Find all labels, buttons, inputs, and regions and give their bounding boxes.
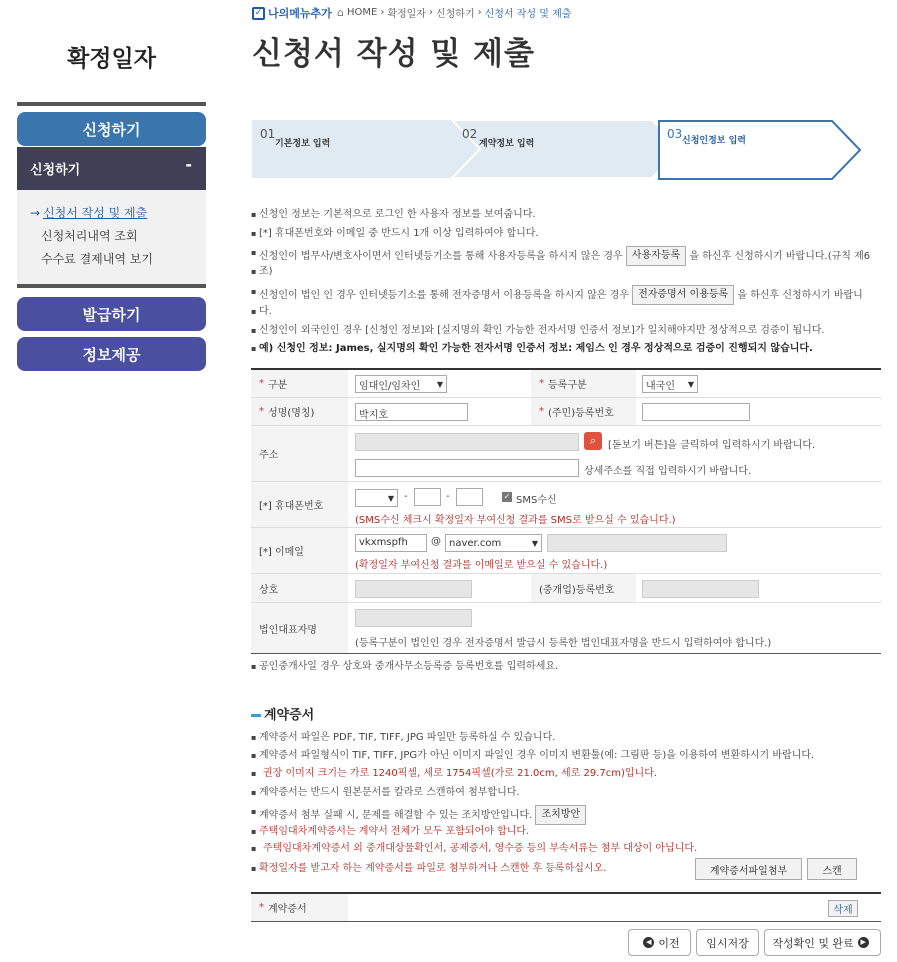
sidebar-item-write[interactable]: → 신청서 작성 및 제출 — [30, 206, 148, 220]
form-row — [251, 426, 881, 482]
chevron-down-icon: ▼ — [387, 493, 394, 503]
sidebar-menu — [17, 190, 206, 288]
submit-button[interactable]: 작성확인 및 완료 ▶ — [764, 929, 881, 956]
contract-note-3: ▪ 계약증서는 반드시 원본문서를 칼라로 스캔하여 첨부합니다. — [251, 786, 881, 800]
division-label: * 구분 — [251, 370, 348, 397]
delete-button[interactable]: 삭제 — [828, 900, 858, 917]
resident-label: * (주민)등록번호 — [531, 398, 636, 425]
sidebar-title: 확정일자 — [67, 45, 156, 72]
breadcrumb-home[interactable]: HOME — [346, 7, 378, 18]
sidebar-divider — [17, 102, 206, 106]
step-indicator — [252, 120, 864, 182]
corp-rep-label: 법인대표자명 — [251, 603, 348, 653]
chevron-right-icon: ▶ — [858, 937, 869, 948]
dash: - — [446, 491, 450, 502]
corp-rep-note: (등록구분이 법인인 경우 전자증명서 발급시 등록한 법인대표자명을 반드시 입력하여야 합니다.) — [355, 638, 772, 649]
form-row — [251, 482, 881, 528]
phone-prefix-select[interactable] — [355, 489, 398, 507]
address-detail-input[interactable] — [355, 459, 579, 477]
reg-type-select[interactable]: 내국인 ▼ — [642, 375, 698, 393]
contract-note-6: ▪ 확정일자를 받고자 하는 계약증서를 파일로 첨부하거나 스캔한 후 등록하십시오. — [251, 862, 881, 876]
email-note: (확정일자 부여신청 결과를 이메일로 받으실 수 있습니다.) — [355, 560, 608, 571]
trade-input[interactable] — [355, 580, 472, 598]
note-4-cont: ▪ 다. — [251, 305, 881, 319]
note-5-example: ▪ 예) 신청인 정보: James, 실지명의 확인 가능한 전자서명 인증서 정보: 제임스 인 경우 정상적으로 검증이 진행되지 않습니다. — [251, 342, 881, 356]
chevron-down-icon: ▼ — [531, 538, 538, 548]
trade-label: 상호 — [251, 574, 348, 602]
chevron-down-icon: ▼ — [687, 379, 694, 389]
step-3-label: 신청인정보 입력 — [682, 136, 746, 146]
address-detail-hint: 상세주소를 직접 입력하시기 바랍니다. — [584, 466, 752, 477]
note-4: ▪ 신청인이 법인 인 경우 인터넷등기소를 통해 전자증명서 이용등록을 하시지 않은 경우 전자증명서 이용등록 을 하신후 신청하시기 바랍니 — [251, 285, 881, 305]
sidebar-info-button[interactable]: 정보제공 — [17, 337, 206, 371]
attach-file-button[interactable]: 계약증서파일첨부 — [695, 858, 802, 880]
phone-last-input[interactable] — [456, 488, 483, 506]
note-2: ▪ [*] 휴대폰번호와 이메일 중 반드시 1개 이상 입력하여야 합니다. — [251, 227, 881, 241]
sidebar-apply-button[interactable]: 신청하기 — [17, 112, 206, 146]
address-label: 주소 — [251, 426, 348, 481]
user-register-button[interactable]: 사용자등록 — [626, 246, 686, 266]
contract-note-5: ▪ 주택임대차계약증서는 계약서 전체가 모두 포함되어야 합니다. — [251, 825, 881, 839]
note-1: ▪ 신청인 정보는 기본적으로 로그인 한 사용자 정보를 보여줍니다. — [251, 208, 881, 222]
sidebar-item-fees[interactable]: 수수료 결제내역 보기 — [41, 252, 153, 266]
form-row — [251, 528, 881, 574]
reg-type-label: * 등록구분 — [531, 370, 636, 397]
step-1-label: 기본정보 입력 — [275, 139, 331, 149]
form-row — [251, 574, 881, 603]
form-row — [251, 370, 881, 398]
step-2-shape — [452, 120, 683, 178]
email-at: @ — [431, 536, 441, 547]
name-label: * 성명(명칭) — [251, 398, 348, 425]
submenu-title: 신청하기 — [30, 163, 81, 178]
scan-button[interactable]: 스캔 — [807, 858, 857, 880]
broker-label: (중개업)등록번호 — [531, 574, 636, 602]
sidebar-submenu-header[interactable] — [17, 147, 206, 190]
check-icon: ✓ — [252, 7, 265, 20]
page-title: 신청서 작성 및 제출 — [252, 36, 535, 72]
form-row — [251, 603, 881, 654]
step-3-shape — [659, 121, 860, 179]
breadcrumb-current: 신청서 작성 및 제출 — [484, 9, 572, 20]
contract-note-2-red: ▪ 권장 이미지 크기는 가로 1240픽셀, 세로 1754픽셀(가로 21.0cm, 세로 29.7cm)입니다. — [251, 767, 881, 781]
contract-note-4: ▪ 계약증서 첨부 실패 시, 문제를 해결할 수 있는 조치방안입니다. 조치방안 — [251, 805, 881, 825]
email-domain-select[interactable]: naver.com ▼ — [445, 534, 542, 552]
corp-rep-input[interactable] — [355, 609, 472, 627]
form-row — [251, 398, 881, 426]
chevron-left-icon: ◀ — [643, 937, 654, 948]
step-1-shape — [252, 120, 480, 178]
contract-section-title: 계약증서 — [251, 704, 314, 723]
chevron-down-icon: ▼ — [436, 379, 443, 389]
step-3-num: 03 — [667, 127, 683, 141]
sms-checkbox[interactable]: ✓ — [503, 492, 511, 501]
sidebar-item-history[interactable]: 신청처리내역 조회 — [41, 229, 138, 243]
contract-file-row — [251, 892, 881, 922]
email-domain-input[interactable] — [547, 534, 727, 552]
name-input[interactable]: 박지호 — [355, 403, 468, 421]
phone-mid-input[interactable] — [414, 488, 441, 506]
temp-save-button[interactable]: 임시저장 — [696, 929, 759, 956]
resident-number-input[interactable] — [642, 403, 750, 421]
breadcrumb-item[interactable]: 확정일자 — [387, 9, 426, 20]
contract-note-1: ▪ 계약증서 파일은 PDF, TIF, TIFF, JPG 파일만 등록하실 수 있습니다. — [251, 731, 881, 745]
division-select[interactable]: 임대인/임차인 ▼ — [355, 375, 447, 393]
phone-label: [*] 휴대폰번호 — [251, 482, 348, 527]
step-2-label: 계약정보 입력 — [479, 139, 535, 149]
email-id-input[interactable]: vkxmspfh — [355, 534, 427, 552]
dash: - — [404, 491, 408, 502]
note-5: ▪ 신청인이 외국인인 경우 [신청인 정보]와 [실지명의 확인 가능한 전자서명 인증서 정보]가 일치해야지만 정상적으로 검증이 됩니다. — [251, 324, 881, 338]
address-hint: [돋보기 버튼]을 클릭하여 입력하시기 바랍니다. — [608, 440, 816, 451]
step-1-num: 01 — [260, 127, 276, 141]
breadcrumb: ⌂ HOME › 확정일자 › 신청하기 › 신청서 작성 및 제출 — [337, 6, 572, 20]
arrow-right-icon: → — [30, 206, 41, 220]
note-3: ▪ 신청인이 법무사/변호사이면서 인터넷등기소를 통해 사용자등록을 하시지 않은 경우 사용자등록 을 하신후 신청하시기 바랍니다.(규칙 제6 — [251, 246, 881, 266]
address-input[interactable] — [355, 433, 579, 451]
remedy-button[interactable]: 조치방안 — [535, 805, 586, 825]
step-2-num: 02 — [462, 127, 478, 141]
cert-register-button[interactable]: 전자증명서 이용등록 — [632, 285, 734, 305]
title-bar-icon — [251, 714, 261, 717]
note-3-cont: ▪ 조) — [251, 265, 881, 279]
sms-label: SMS수신 — [516, 495, 557, 506]
contract-note-5-sub: ▪ 주택임대차계약증서 외 중개대상물확인서, 공제증서, 영수증 등의 부속서류는 첨부 대상이 아닙니다. — [251, 842, 881, 856]
sms-note: (SMS수신 체크시 확정일자 부여신청 결과를 SMS로 받으실 수 있습니다.) — [355, 515, 676, 526]
contract-note-2: ▪ 계약증서 파일형식이 TIF, TIFF, JPG가 아닌 이미지 파일인 경우 이미지 변환툴(예: 그림판 등)을 이용하여 변환하시기 바랍니다. — [251, 749, 881, 763]
prev-button[interactable]: ◀ 이전 — [628, 929, 691, 956]
applicant-form — [251, 368, 881, 649]
sidebar-issue-button[interactable]: 발급하기 — [17, 297, 206, 331]
email-label: [*] 이메일 — [251, 528, 348, 573]
home-icon: ⌂ — [337, 6, 344, 19]
breadcrumb-item[interactable]: 신청하기 — [435, 9, 475, 20]
form-footnote: ▪ 공인중개사일 경우 상호와 중개사무소등록증 등록번호를 입력하세요. — [251, 660, 881, 674]
broker-number-input[interactable] — [642, 580, 759, 598]
search-icon[interactable]: ⌕ — [584, 432, 602, 450]
add-my-menu-button[interactable]: ✓ 나의메뉴추가 — [252, 5, 332, 21]
contract-file-label: * 계약증서 — [251, 894, 348, 921]
collapse-icon[interactable]: - — [185, 155, 192, 174]
